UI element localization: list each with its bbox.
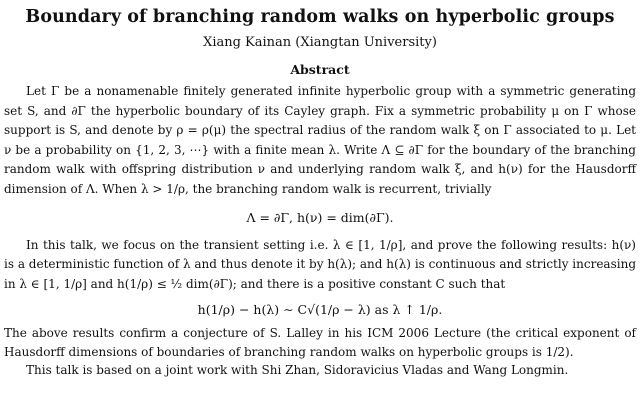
display-equation-1: Λ = ∂Γ, h(ν) = dim(∂Γ).	[246, 209, 394, 225]
paper-title: Boundary of branching random walks on hyperbolic groups	[25, 7, 615, 27]
abstract-paragraph-2: In this talk, we focus on the transient setting i.e. λ ∈ [1, 1/ρ], and prove the following results: h(ν) is a deterministic function of λ and thus denote it by h(λ); and h(λ) is continuous and strictly increasing in λ ∈ [1, 1/ρ] and h(1/ρ) ≤ ½ dim(∂Γ); and there is a positive constant C such that	[4, 237, 636, 291]
abstract-paragraph-3: The above results confirm a conjecture of S. Lalley in his ICM 2006 Lecture (the critical exponent of Hausdorff dimensions of boundaries of branching random walks on hyperbolic groups is 1/2).	[4, 326, 636, 359]
abstract-paragraph-1: Let Γ be a nonamenable finitely generated infinite hyperbolic group with a symmetric generating set S, and ∂Γ the hyperbolic boundary of its Cayley graph. Fix a symmetric probability μ on Γ whose support is S, and denote by ρ = ρ(μ) the spectral radius of the random walk ξ on Γ associated to μ. Let ν be a probability on {1, 2, 3, ⋯} with a finite mean λ. Write Λ ⊆ ∂Γ for the boundary of the branching random walk with offspring distribution ν and underlying random walk ξ, and h(ν) for the Hausdorff dimension of Λ. When λ > 1/ρ, the branching random walk is recurrent, trivially	[4, 84, 636, 196]
abstract-paragraph-4: This talk is based on a joint work with Shi Zhan, Sidoravicius Vladas and Wang Longmin.	[26, 363, 569, 378]
author-line: Xiang Kainan (Xiangtan University)	[203, 35, 437, 50]
display-equation-2: h(1/ρ) − h(λ) ∼ C√(1/ρ − λ) as λ ↑ 1/ρ.	[197, 302, 443, 318]
abstract-heading: Abstract	[290, 62, 350, 77]
